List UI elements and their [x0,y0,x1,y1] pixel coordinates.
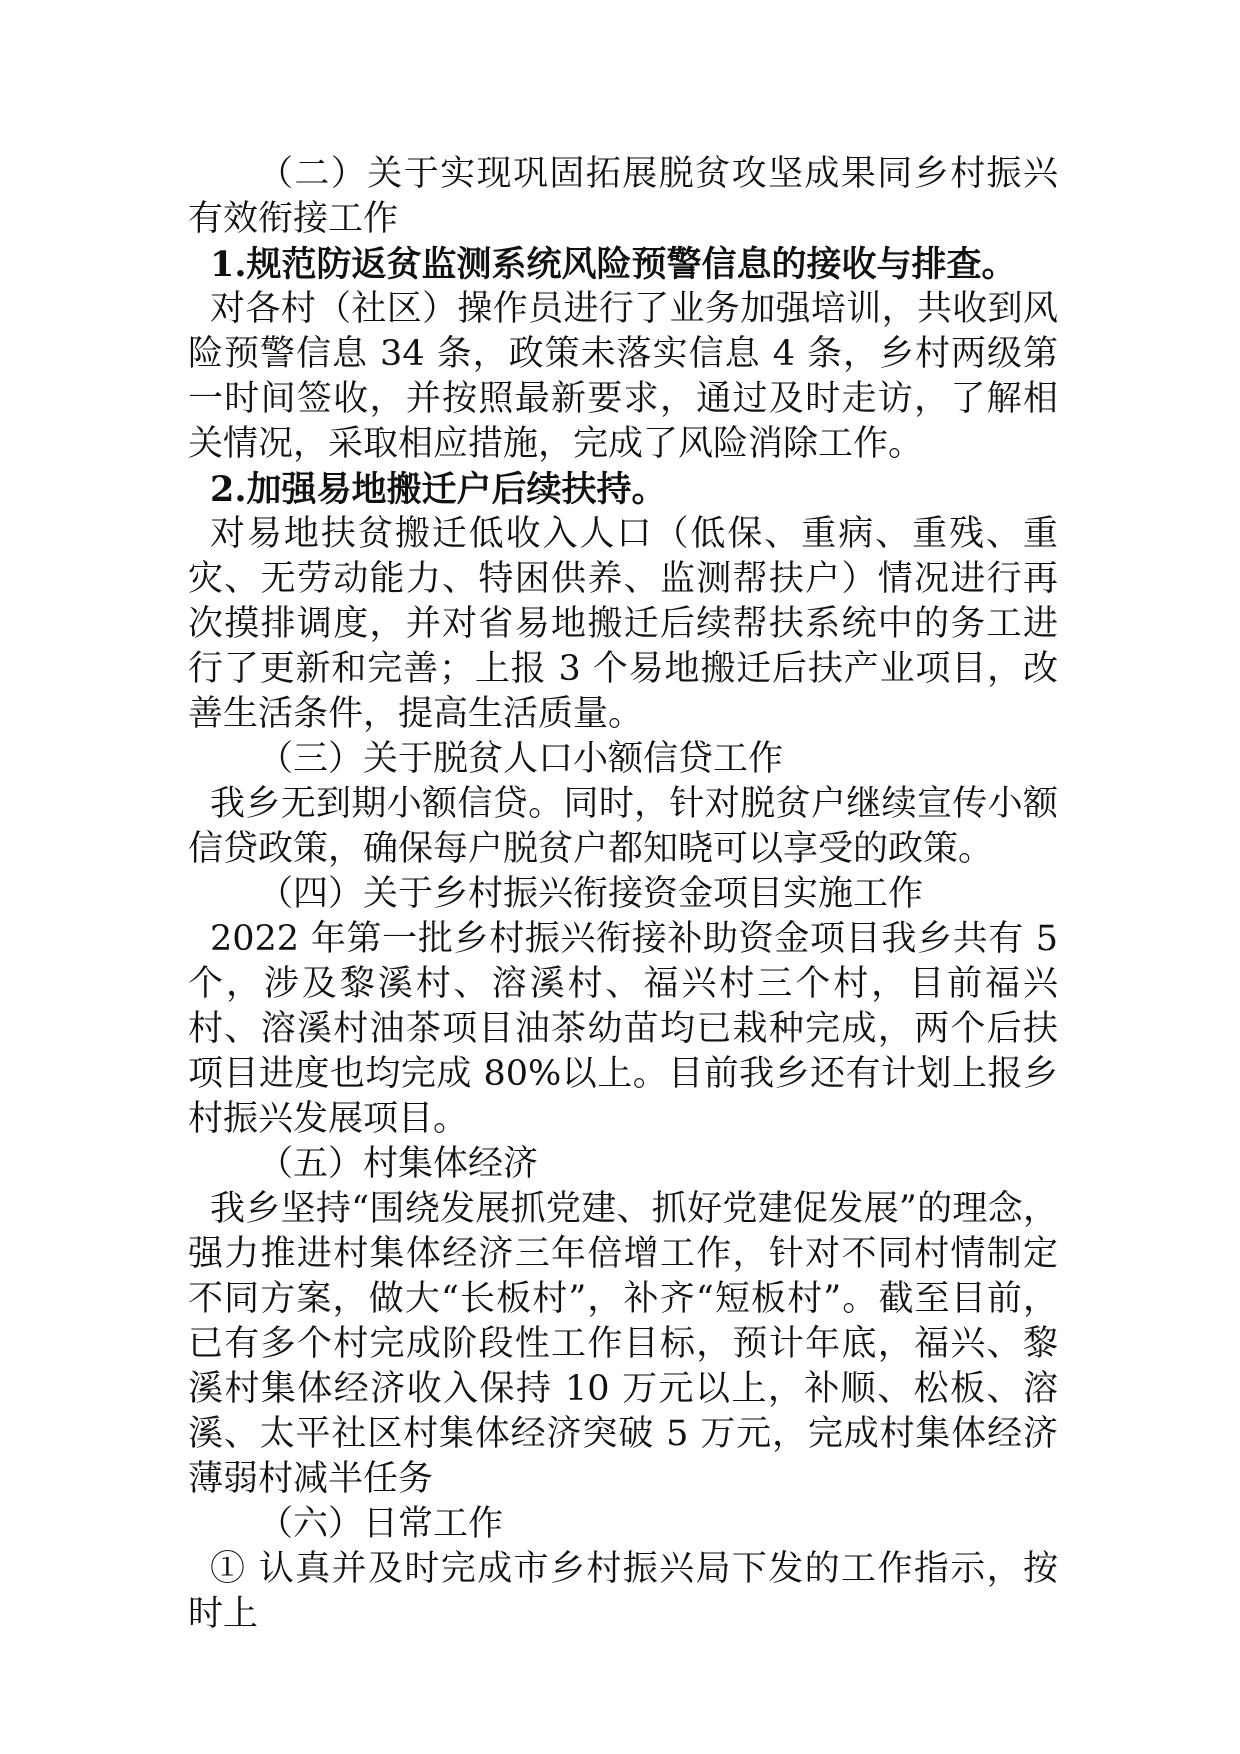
body-paragraph: 对各村（社区）操作员进行了业务加强培训，共收到风险预警信息 34 条，政策未落实信息 4 条，乡村两级第一时间签收，并按照最新要求，通过及时走访，了解相关情况，采取相应措施，完成了风险消除工作。 [188,289,1058,464]
section-heading-3: （三）关于脱贫人口小额信贷工作 [258,739,784,779]
body-paragraph: 2022 年第一批乡村振兴衔接补助资金项目我乡共有 5 个，涉及黎溪村、溶溪村、福兴村三个村，目前福兴村、溶溪村油茶项目油茶幼苗均已栽种完成，两个后扶项目进度也均完成 80%以上。目前我乡还有计划上报乡村振兴发展项目。 [188,919,1058,1139]
subsection-title-2: 2.加强易地搬迁户后续扶持。 [210,469,667,510]
body-paragraph: 我乡无到期小额信贷。同时，针对脱贫户继续宣传小额信贷政策，确保每户脱贫户都知晓可以享受的政策。 [188,784,1058,869]
body-paragraph: 对易地扶贫搬迁低收入人口（低保、重病、重残、重灾、无劳动能力、特困供养、监测帮扶户）情况进行再次摸排调度，并对省易地搬迁后续帮扶系统中的务工进行了更新和完善；上报 3 个易地搬迁后扶产业项目，改善生活条件，提高生活质量。 [188,514,1058,734]
section-heading-5: （五）村集体经济 [258,1144,539,1184]
body-paragraph: 我乡坚持“围绕发展抓党建、抓好党建促发展”的理念，强力推进村集体经济三年倍增工作，针对不同村情制定不同方案，做大“长板村”，补齐“短板村”。截至目前，已有多个村完成阶段性工作目标，预计年底，福兴、黎溪村集体经济收入保持 10 万元以上，补顺、松板、溶溪、太平社区村集体经济突破 5 万元，完成村集体经济薄弱村减半任务 [188,1189,1058,1499]
body-paragraph: ① 认真并及时完成市乡村振兴局下发的工作指示，按时上 [188,1549,1058,1634]
subsection-title-1: 1.规范防返贫监测系统风险预警信息的接收与排查。 [210,244,1017,285]
section-heading-2: （二）关于实现巩固拓展脱贫攻坚成果同乡村振兴有效衔接工作 [188,154,1058,239]
section-heading-4: （四）关于乡村振兴衔接资金项目实施工作 [258,874,924,914]
document-body [188,152,1058,1637]
section-heading-6: （六）日常工作 [258,1504,504,1544]
